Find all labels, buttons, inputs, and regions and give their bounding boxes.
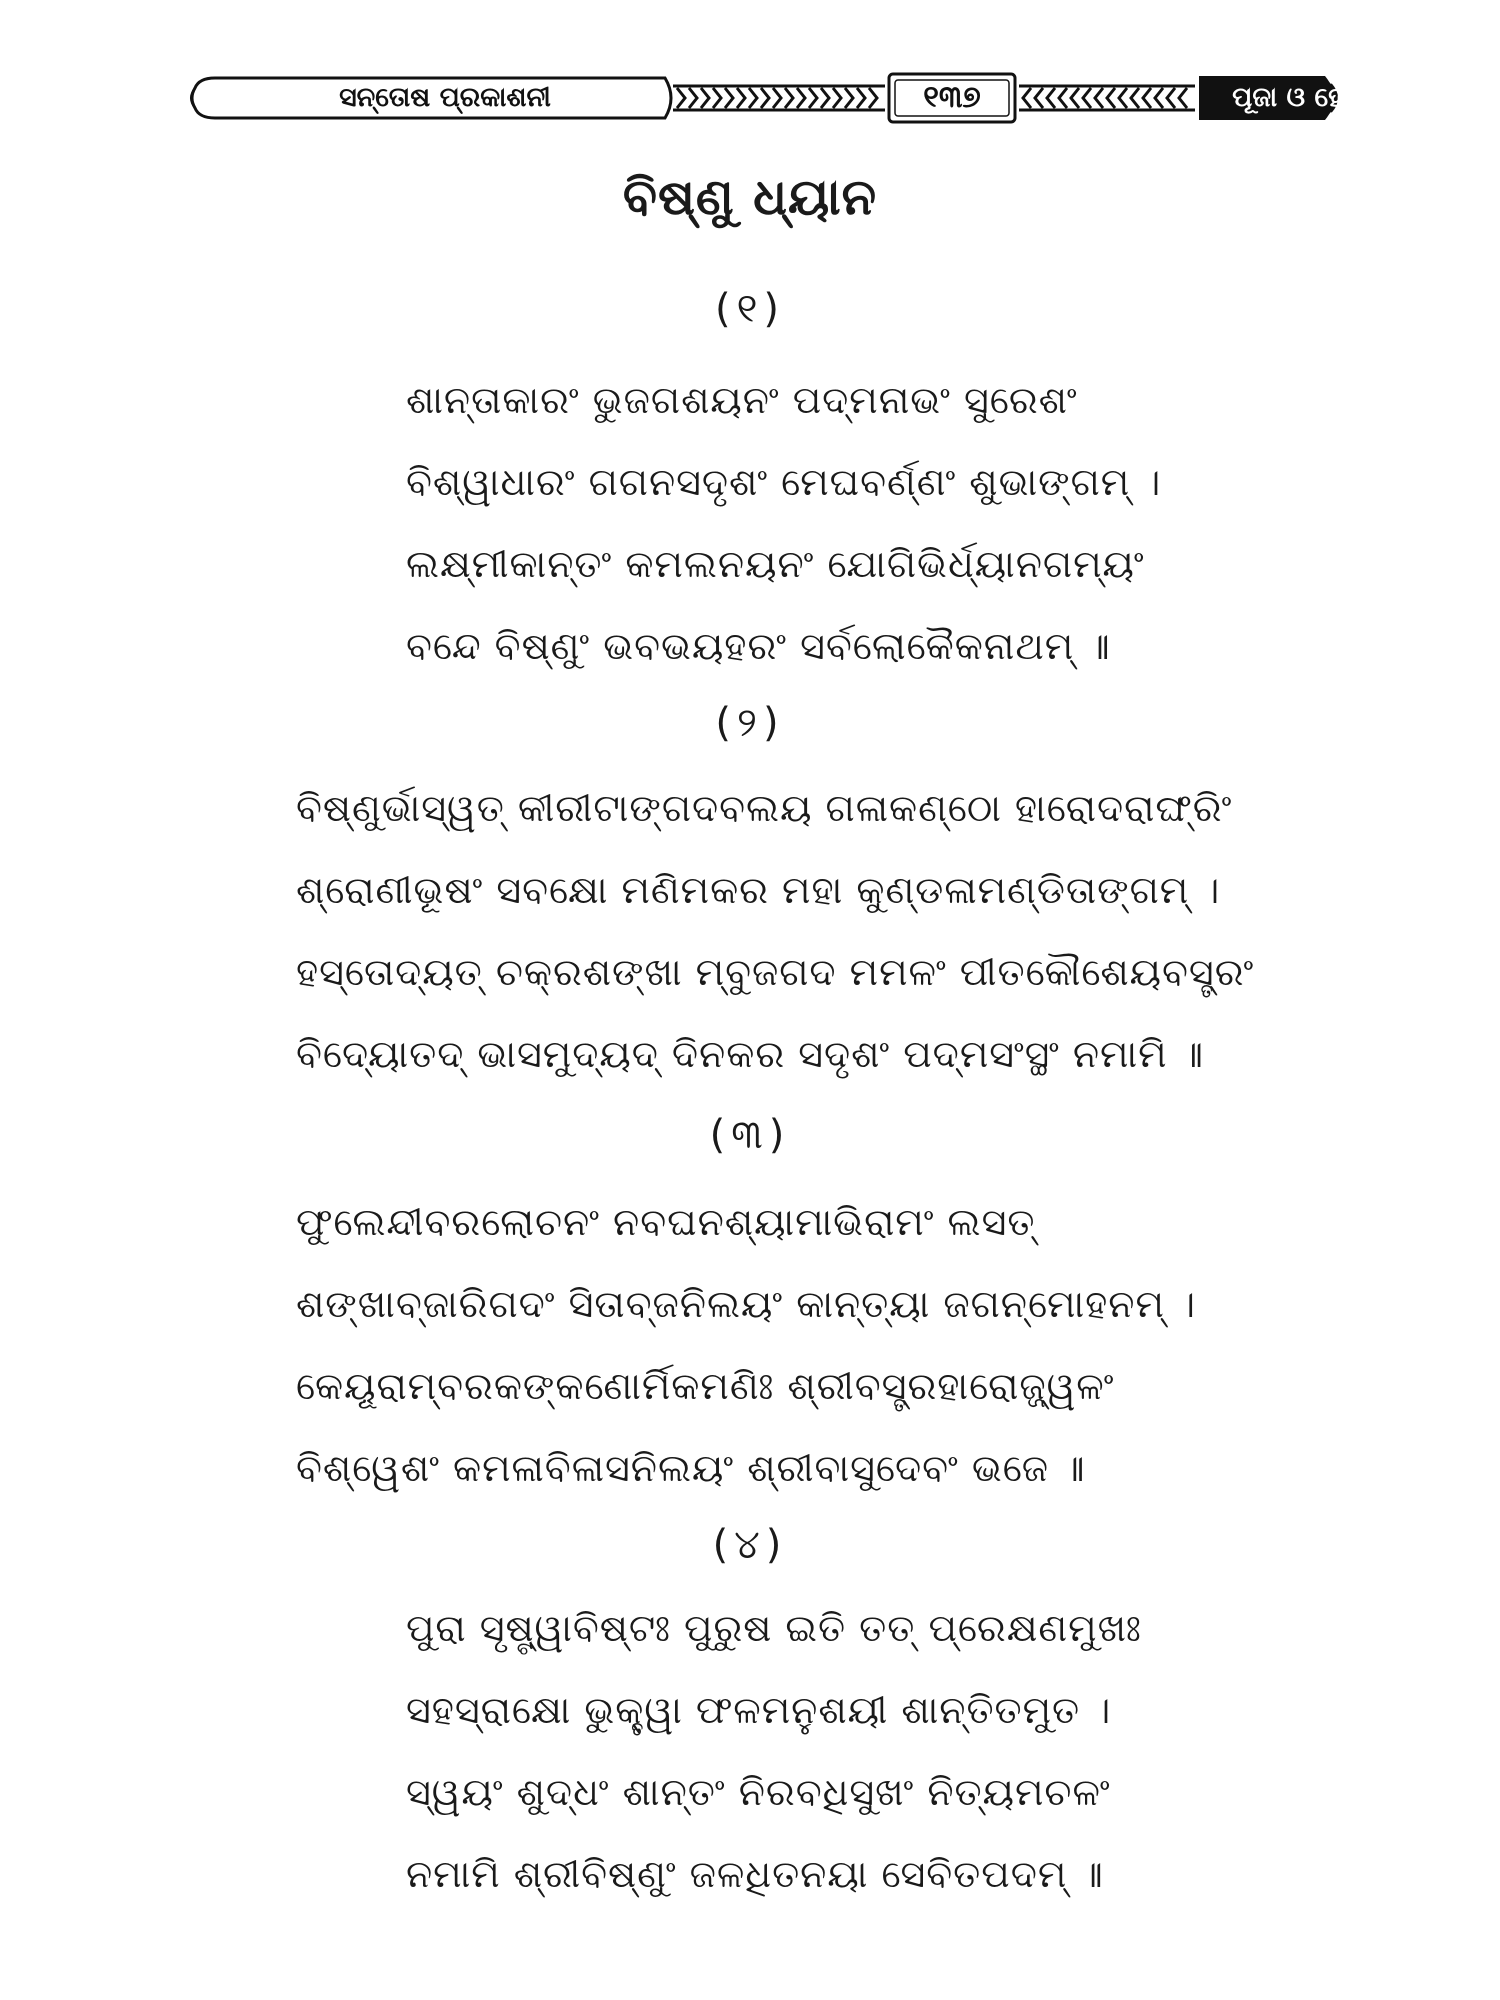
verse-number: (୨): [715, 700, 785, 746]
header-chevron: [1083, 88, 1091, 108]
verse-line: ସ୍ୱୟଂ ଶୁଦ୍ଧଂ ଶାନ୍ତଂ ନିରବଧିସୁଖଂ ନିତ୍ୟମଚଳଂ: [406, 1770, 1111, 1814]
header-chevron: [1023, 88, 1031, 108]
header-chevron: [701, 88, 709, 108]
page-number: ୧୩୭: [923, 80, 981, 115]
header-chevron: [1071, 88, 1079, 108]
header-chevron: [1143, 88, 1151, 108]
header-chevron: [773, 88, 781, 108]
header-chevron: [845, 88, 853, 108]
header-chevron: [833, 88, 841, 108]
header-chevron: [857, 88, 865, 108]
verse-line: ବନ୍ଦେ ବିଷ୍ଣୁଂ ଭବଭୟହରଂ ସର୍ବଲୋକୈକନାଥମ୍ ॥: [406, 624, 1111, 668]
header-chevron: [1107, 88, 1115, 108]
verse-line: ବିଷ୍ଣୁର୍ଭାସ୍ୱତ୍ କୀରୀଟାଙ୍ଗଦବଲୟ ଗଳାକଣ୍ଠୋ ହାରୋଦରାଙ୍ଘ୍ରିଂ: [296, 786, 1233, 830]
header-chevron: [1179, 88, 1187, 108]
header-chevron: [677, 88, 685, 108]
verse-line: ଶଙ୍ଖାବ୍ଜାରିଗଦଂ ସିତାବ୍ଜନିଲୟଂ କାନ୍ତ୍ୟା ଜଗନ୍ମୋହନମ୍ ।: [296, 1282, 1197, 1326]
header-chevron: [1131, 88, 1139, 108]
verse-line: ପୁରା ସୃଷ୍ଟ୍ୱାବିଷ୍ଟଃ ପୁରୁଷ ଇତି ତତ୍ ପ୍ରେକ୍ଷଣମୁଖଃ: [406, 1606, 1142, 1650]
header-chevron: [1047, 88, 1055, 108]
header-chevron: [1155, 88, 1163, 108]
header-chevron: [725, 88, 733, 108]
verse-line: ହସ୍ତୋଦ୍ୟତ୍ ଚକ୍ରଶଙ୍ଖା ମ୍ବୁଜଗଦ ମମଳଂ ପୀତକୌଶେୟବସ୍ତ୍ରଂ: [296, 950, 1255, 994]
header-chevron: [869, 88, 877, 108]
header-chevron: [1167, 88, 1175, 108]
verse-line: ନମାମି ଶ୍ରୀବିଷ୍ଣୁଂ ଜଳଧିତନୟା ସେବିତପଦମ୍ ॥: [406, 1852, 1104, 1896]
header-chevron: [821, 88, 829, 108]
verse-line: ବିଶ୍ୱେଶଂ କମଳାବିଳାସନିଲୟଂ ଶ୍ରୀବାସୁଦେବଂ ଭଜେ ॥: [296, 1446, 1086, 1490]
page-title: ବିଷ୍ଣୁ ଧ୍ୟାନ: [622, 168, 878, 226]
verse-line: ସହସ୍ରାକ୍ଷୋ ଭୁକ୍ତ୍ୱା ଫଳମନୁଶୟୀ ଶାନ୍ତିତମୁତ ।: [406, 1688, 1112, 1732]
header-chevron: [785, 88, 793, 108]
verse-line: ଶାନ୍ତାକାରଂ ଭୁଜଗଶୟନଂ ପଦ୍ମନାଭଂ ସୁରେଶଂ: [406, 378, 1078, 422]
header-chevron: [1095, 88, 1103, 108]
header-chevron: [809, 88, 817, 108]
verse-line: ଫୁଲେନ୍ଦୀବରଲୋଚନଂ ନବଘନଶ୍ୟାମାଭିରାମଂ ଲସତ୍: [296, 1200, 1036, 1244]
header-chevron: [689, 88, 697, 108]
verse-line: ବିଶ୍ୱାଧାରଂ ଗଗନସଦୃଶଂ ମେଘବର୍ଣ୍ଣଂ ଶୁଭାଙ୍ଗମ୍ ।: [406, 460, 1162, 504]
verse-line: ବିଦ୍ୟୋତଦ୍ ଭାସମୁଦ୍ୟଦ୍ ଦିନକର ସଦୃଶଂ ପଦ୍ମସଂସ୍ଥଂ ନମାମି ॥: [296, 1032, 1205, 1076]
verse-line: ଲକ୍ଷ୍ମୀକାନ୍ତଂ କମଲନୟନଂ ଯୋଗିଭିର୍ଧ୍ୟାନଗମ୍ୟଂ: [406, 542, 1145, 586]
running-header: [185, 72, 1456, 124]
header-chevron: [1059, 88, 1067, 108]
publisher-name: ସନ୍ତୋଷ ପ୍ରକାଶନୀ: [339, 82, 551, 113]
header-chevron: [749, 88, 757, 108]
verse-number: (୪): [712, 1522, 788, 1568]
header-chevron: [713, 88, 721, 108]
book-title: ପୂଜା ଓ ହୋମ ପଦ୍ଧତି: [1232, 82, 1456, 113]
header-chevron: [1035, 88, 1043, 108]
verse-number: (୧): [714, 286, 786, 332]
header-chevron: [761, 88, 769, 108]
header-chevron: [737, 88, 745, 108]
verse-number: (୩): [709, 1112, 791, 1158]
header-chevron: [797, 88, 805, 108]
header-chevron: [1119, 88, 1127, 108]
verse-line: କେୟୂରାମ୍ବରକଙ୍କଣୋର୍ମିକମଣିଃ ଶ୍ରୀବସ୍ତ୍ରହାରୋଜ୍ଜ୍ୱଳଂ: [296, 1364, 1115, 1408]
verse-line: ଶ୍ରୋଣୀଭୂଷଂ ସବକ୍ଷୋ ମଣିମକର ମହା କୁଣ୍ଡଳାମଣ୍ଡିତାଙ୍ଗମ୍ ।: [296, 868, 1221, 912]
